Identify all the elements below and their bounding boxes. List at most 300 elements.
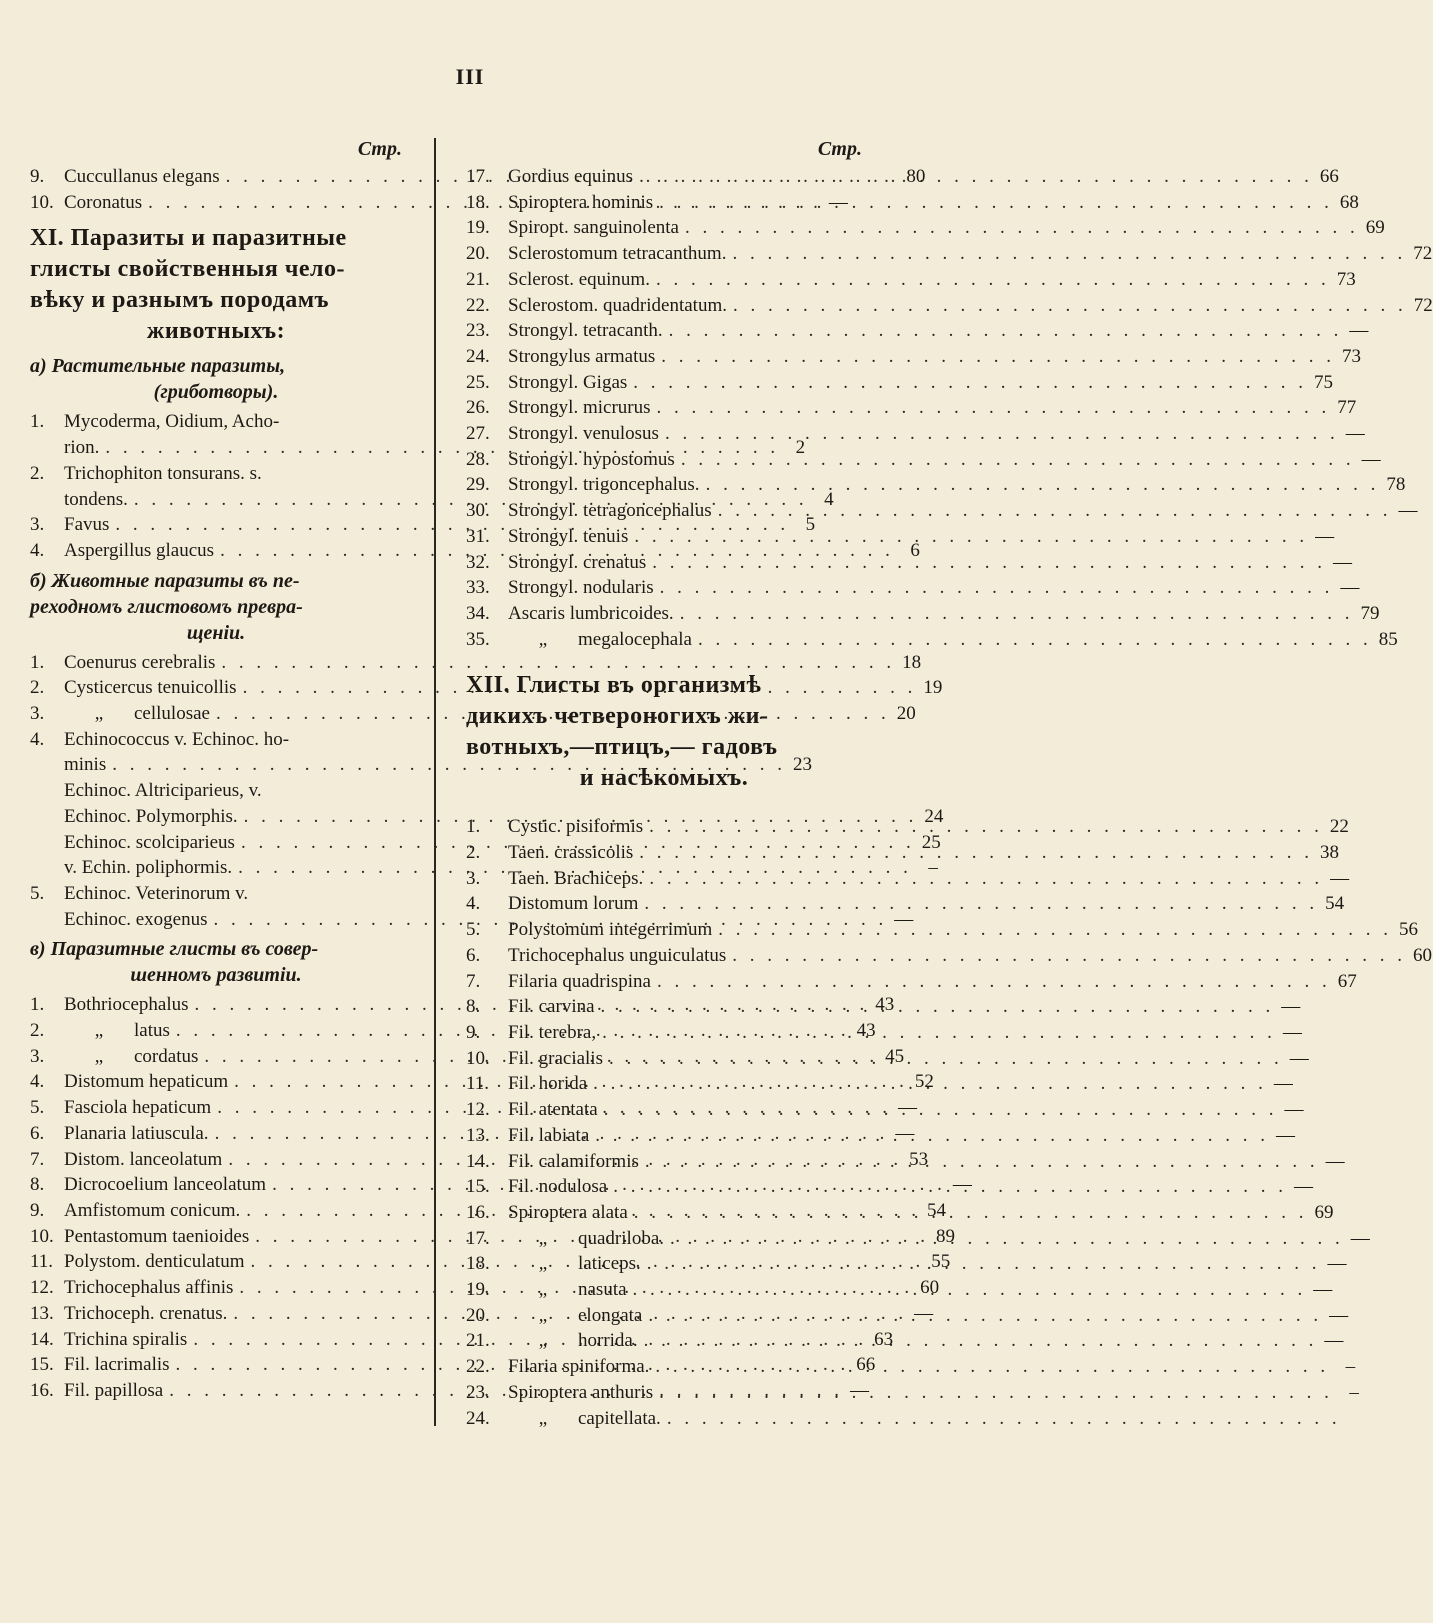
toc-entry (466, 267, 1356, 293)
entry-title: Taen. crassicolis (508, 842, 634, 864)
entry-number: 26. (466, 397, 490, 419)
entry-page: — (1325, 1150, 1345, 1172)
entry-title: Filaria quadrispina (508, 970, 651, 992)
entry-number: 5. (30, 1097, 45, 1119)
entry-page: 43 (875, 994, 895, 1016)
entry-title: Sclerostomum tetracanthum. (508, 243, 727, 265)
entry-title: Dicrocoelium lanceolatum (64, 1174, 267, 1196)
ditto-mark: „ (94, 703, 104, 725)
entry-number: 23. (466, 1381, 490, 1403)
entry-title: Gordius equinus (508, 166, 634, 187)
leader-dots (633, 840, 1313, 866)
entry-title: Fasciola hepaticum (64, 1097, 212, 1119)
ditto-mark: „ (538, 1253, 548, 1275)
entry-page: — (1333, 551, 1353, 573)
entry-number: 27. (466, 423, 490, 445)
entry-number: 6. (30, 1122, 45, 1144)
toc-entry (466, 969, 1357, 995)
leader-dots (659, 421, 1339, 447)
entry-page: 60 (920, 1277, 940, 1299)
entry-page: 79 (1360, 602, 1380, 624)
entry-number: 16. (30, 1379, 54, 1401)
entry-number: 29. (466, 474, 490, 496)
ditto-mark: „ (538, 1407, 548, 1429)
entry-page: 80 (906, 166, 926, 187)
entry-page: — (1282, 1021, 1302, 1043)
page-column-header: Стр. (357, 138, 402, 160)
ditto-mark: „ (538, 1279, 548, 1301)
entry-page: — (1340, 577, 1360, 599)
entry-page: — (1345, 423, 1365, 445)
entry-number: 2. (466, 842, 481, 864)
entry-title: Echinoc. scolciparieus (64, 831, 235, 853)
entry-title: Strongylus armatus (508, 345, 656, 367)
entry-page: — (952, 1174, 972, 1196)
entry-title: Spiroptera alata (508, 1201, 628, 1223)
entry-number: 15. (466, 1176, 490, 1198)
entry-number: 2. (30, 462, 45, 484)
page-number: III (455, 64, 485, 89)
ditto-mark: „ (538, 628, 548, 650)
entry-title (508, 1303, 642, 1329)
subsection-heading-line: реходномъ глистовомъ превра- (30, 595, 303, 618)
entry-title: Strongyl. tetracanth. (508, 320, 663, 342)
entry-title: Distomum lorum (508, 893, 639, 915)
subsection-heading-line: а) Растительные паразиты, (30, 355, 286, 378)
entry-page: — (1276, 1124, 1296, 1146)
entry-page: — (828, 191, 848, 213)
toc-entry (466, 472, 1406, 498)
entry-number: 3. (30, 1045, 45, 1067)
entry-page: 56 (1399, 919, 1418, 941)
leader-dots (598, 1097, 1278, 1123)
entry-title: Fil. atentata (508, 1099, 598, 1121)
entry-title: Fil. lacrimalis (64, 1354, 170, 1376)
entry-title: Cystic. pisiformis (508, 816, 644, 838)
leader-dots (674, 601, 1354, 627)
entry-title: Polystomum integerrimum (508, 919, 713, 941)
entry-number: 33. (466, 577, 490, 599)
entry-title: Spiropt. sanguinolenta (508, 217, 679, 239)
leader-dots (653, 1380, 1333, 1406)
entry-number: 18. (466, 191, 490, 213)
entry-page: — (1361, 448, 1381, 470)
entry-number: 4. (466, 893, 481, 915)
toc-entry (466, 943, 1433, 969)
entry-title (508, 1226, 664, 1252)
ditto-mark: „ (94, 1020, 104, 1042)
entry-number: 7. (30, 1148, 45, 1170)
entry-number: 14. (30, 1328, 54, 1350)
entry-number: 9. (466, 1021, 481, 1043)
entry-title-text: quadriloba. (578, 1227, 665, 1249)
entry-title-continuation: Echinoc. exogenus (64, 908, 208, 930)
leader-dots (589, 1123, 1269, 1149)
toc-entry (466, 524, 1335, 550)
entry-number: 11. (466, 1073, 490, 1095)
entry-page: 2 (795, 437, 806, 459)
entry-number: 21. (466, 268, 490, 290)
toc-entry (30, 727, 402, 753)
entry-number: 23. (466, 320, 490, 342)
entry-number: 3. (30, 514, 45, 536)
entry-title: Strongyl. tetragoncephalus (508, 500, 712, 522)
entry-page: 45 (885, 1045, 905, 1067)
toc-entry (466, 421, 1365, 447)
leader-dots (595, 994, 1275, 1020)
entry-title (508, 1277, 627, 1303)
entry-page: 54 (927, 1199, 947, 1221)
entry-page: 4 (824, 488, 834, 510)
entry-number: 8. (30, 1174, 45, 1196)
entry-title: Echinoc. Altriciparieus, v. (64, 780, 262, 802)
toc-entry (466, 498, 1418, 524)
entry-page: 25 (921, 831, 941, 853)
entry-title: Pentastomum taenioides (64, 1225, 250, 1247)
leader-dots (726, 241, 1406, 267)
leader-dots (649, 1354, 1329, 1380)
leader-dots (661, 1406, 1341, 1432)
entry-number: 22. (466, 1356, 490, 1378)
entry-number: 17. (466, 1227, 490, 1249)
entry-title: Strongyl. Gigas (508, 371, 628, 393)
toc-entry (466, 917, 1418, 943)
entry-number: 32. (466, 551, 490, 573)
toc-entry (466, 293, 1433, 319)
leader-dots (643, 814, 1323, 840)
leader-dots (628, 524, 1308, 550)
page-column-header: Стр. (817, 138, 862, 160)
subsection-c-heading (30, 936, 402, 988)
entry-title: Cuccullanus elegans (64, 166, 220, 187)
entry-number: 10. (30, 191, 54, 213)
entry-title-text: nasuta (578, 1279, 627, 1301)
entry-page: — (1273, 1073, 1293, 1095)
section-heading-line: вотныхъ,—птицъ,— гадовъ (466, 734, 778, 761)
entry-page: 68 (1339, 191, 1359, 213)
entry-title (508, 1251, 641, 1277)
entry-page: — (894, 908, 914, 930)
entry-title: Aspergillus glaucus (64, 539, 215, 561)
entry-number: 20. (466, 243, 490, 265)
entry-title-text: latus (134, 1020, 170, 1042)
entry-number: 2. (30, 1020, 45, 1042)
entry-page: — (1315, 525, 1335, 547)
entry-number: 13. (30, 1302, 54, 1324)
section-xi-heading (30, 223, 402, 347)
toc-entry (466, 1303, 1349, 1329)
entry-number: 7. (466, 970, 481, 992)
entry-title (508, 1328, 638, 1354)
section-heading-line: XII. Глисты въ организмѣ (466, 672, 762, 699)
toc-entry (466, 627, 1398, 653)
entry-title: Fil. papillosa (64, 1379, 164, 1401)
entry-page: 78 (1386, 474, 1406, 496)
entry-page: – (928, 857, 938, 879)
entry-number: 4. (30, 1071, 45, 1093)
entry-title: Ascaris lumbricoides. (508, 602, 674, 624)
leader-dots (607, 1174, 1287, 1200)
entry-title: Coronatus (64, 191, 143, 213)
leader-dots (654, 575, 1334, 601)
entry-title: Fil. labiata (508, 1124, 590, 1146)
entry-page: — (895, 1122, 915, 1144)
entry-title (64, 701, 210, 727)
entry-page: 20 (896, 703, 916, 725)
entry-page: — (1349, 320, 1369, 342)
entry-page: 18 (902, 651, 922, 673)
entry-number: 1. (466, 816, 481, 838)
entry-number: 22. (466, 294, 490, 316)
entry-title: Sclerost. equinum. (508, 268, 650, 290)
entry-number: 13. (466, 1124, 490, 1146)
entry-number: 16. (466, 1201, 490, 1223)
leader-dots (603, 1046, 1283, 1072)
entry-title: Strongyl. nodularis (508, 577, 654, 599)
leader-dots (596, 1020, 1276, 1046)
entry-page: 23 (792, 754, 812, 776)
leader-dots (651, 395, 1331, 421)
entry-title: Planaria latiuscula. (64, 1122, 209, 1144)
toc-entry (466, 344, 1361, 370)
entry-title: Strongyl. tenuis (508, 525, 629, 547)
toc-entry (466, 215, 1385, 241)
entry-number: 35. (466, 628, 490, 650)
entry-title (508, 627, 692, 653)
entry-title: Fil. horida (508, 1073, 588, 1095)
entry-title: v. Echin. poliphormis. (64, 857, 233, 879)
leader-dots (627, 370, 1307, 396)
toc-entry (30, 778, 402, 804)
toc-entry (466, 866, 1350, 892)
leader-dots (692, 627, 1372, 653)
entry-page: — (1313, 1279, 1333, 1301)
entry-title: Distom. lanceolatum (64, 1148, 223, 1170)
entry-number: 31. (466, 525, 490, 547)
entry-title: Strongyl. micrurus (508, 397, 651, 419)
entry-number: 5. (466, 919, 481, 941)
entry-page: 73 (1342, 345, 1361, 367)
entry-number: 8. (466, 996, 481, 1018)
toc-entry (30, 881, 402, 907)
leader-dots (663, 318, 1343, 344)
entry-number: 12. (30, 1277, 54, 1299)
entry-title: Strongyl. crenatus (508, 551, 647, 573)
entry-page: 89 (935, 1225, 955, 1247)
entry-title: Trichophiton tonsurans. s. (64, 462, 262, 484)
toc-entry (466, 1406, 862, 1432)
subsection-heading-line: шенномъ развитіи. (130, 964, 302, 987)
entry-number: 4. (30, 539, 45, 561)
leader-dots (638, 1328, 1318, 1354)
leader-dots (628, 1200, 1308, 1226)
entry-page: — (1329, 1304, 1349, 1326)
toc-entry (466, 891, 1345, 917)
entry-title: Filaria spiniforma. (508, 1356, 650, 1378)
leader-dots (651, 969, 1331, 995)
leader-dots (655, 344, 1335, 370)
entry-title: Bothriocephalus (64, 994, 189, 1016)
subsection-heading-line: щеніи. (186, 621, 246, 644)
entry-page: — (1293, 1176, 1313, 1198)
entry-number: 30. (466, 500, 490, 522)
entry-page: 22 (1329, 816, 1349, 838)
entry-title: Fil. nodulosa (508, 1176, 608, 1198)
entry-title: Spiroptera hominis (508, 191, 654, 213)
leader-dots (641, 1251, 1321, 1277)
entry-number: 3. (30, 703, 45, 725)
section-heading-line: глисты свойственныя чело- (30, 256, 346, 283)
entry-page: — (1350, 1227, 1370, 1249)
entry-title: Trichocephalus affinis (64, 1277, 234, 1299)
entry-title-text: capitellata. (578, 1407, 661, 1429)
entry-page: 63 (874, 1328, 894, 1350)
entry-page: 77 (1337, 397, 1357, 419)
entry-page: – (1349, 1381, 1359, 1403)
entry-title-continuation: minis (64, 754, 107, 776)
entry-page: 5 (805, 514, 816, 536)
entry-page: 24 (924, 805, 944, 827)
entry-title: Taen. Brachiceps. (508, 867, 644, 889)
entry-page: 66 (856, 1354, 876, 1376)
section-heading-line: XI. Паразиты и паразитные (30, 225, 347, 252)
entry-title: Strongyl. venulosus (508, 423, 659, 445)
entry-title: Fil. gracialis (508, 1047, 603, 1069)
entry-number: 18. (466, 1253, 490, 1275)
entry-page: — (1327, 1253, 1347, 1275)
entry-page: 53 (909, 1148, 929, 1170)
entry-page: 73 (1336, 268, 1356, 290)
entry-title (64, 1044, 198, 1070)
entry-number: 1. (30, 994, 45, 1016)
entry-title-text: cellulosae (134, 703, 210, 725)
leader-dots (642, 1303, 1322, 1329)
toc-entry (30, 409, 402, 435)
leader-dots (639, 1149, 1319, 1175)
subsection-a-heading (30, 353, 402, 405)
entry-title: Echinoc. Veterinorum v. (64, 882, 249, 904)
leader-dots (726, 943, 1406, 969)
entry-title-text: cordatus (134, 1045, 199, 1067)
entry-page: 69 (1314, 1201, 1334, 1223)
entry-title: Mycoderma, Oidium, Acho- (64, 411, 280, 433)
entry-title-text: laticeps. (578, 1253, 641, 1275)
entry-page: 43 (856, 1020, 876, 1042)
entry-number: 1. (30, 651, 45, 673)
entry-title: Fil. calamiformis (508, 1150, 639, 1172)
ditto-mark: „ (538, 1227, 548, 1249)
section-xii-heading (466, 670, 862, 794)
toc-entry (30, 650, 922, 676)
entry-number: 11. (30, 1251, 54, 1273)
ditto-mark: „ (538, 1330, 548, 1352)
leader-dots (587, 1071, 1267, 1097)
leader-dots (643, 866, 1323, 892)
entry-page: 6 (910, 539, 920, 561)
entry-page: — (1398, 500, 1418, 522)
toc-entry (466, 575, 1360, 601)
entry-title-continuation: tondens. (64, 488, 128, 510)
entry-number: 21. (466, 1330, 490, 1352)
entry-number: 17. (466, 166, 490, 187)
entry-number: 24. (466, 345, 490, 367)
entry-number: 19. (466, 1279, 490, 1301)
toc-entry (466, 1380, 1359, 1406)
section-heading-line: животныхъ: (146, 318, 286, 345)
entry-number: 3. (466, 867, 481, 889)
subsection-heading-line: б) Животные паразиты въ пе- (30, 569, 300, 592)
leader-dots (712, 498, 1392, 524)
entry-page: 69 (1365, 217, 1385, 239)
entry-number: 9. (30, 166, 45, 187)
leader-dots (650, 267, 1330, 293)
entry-number: 6. (466, 944, 481, 966)
section-heading-line: дикихъ четвероногихъ жи- (466, 703, 769, 730)
toc-entry (466, 550, 1353, 576)
leader-dots (675, 447, 1355, 473)
entry-title: Favus (64, 514, 110, 536)
leader-dots (664, 1226, 1344, 1252)
entry-number: 9. (30, 1199, 45, 1221)
entry-number: 20. (466, 1304, 490, 1326)
entry-number: 12. (466, 1099, 490, 1121)
subsection-b-heading (30, 568, 402, 646)
entry-page: 72 (1413, 294, 1433, 316)
toc-entry (30, 461, 402, 487)
entry-page: 52 (914, 1071, 934, 1093)
entry-page: 72 (1413, 243, 1433, 265)
entry-title: Coenurus cerebralis (64, 651, 216, 673)
toc-entry (466, 395, 1357, 421)
ditto-mark: „ (94, 1045, 104, 1067)
entry-page: — (1324, 1330, 1344, 1352)
entry-page: 67 (1337, 970, 1357, 992)
toc-entry (466, 370, 1334, 396)
entry-title: Polystom. denticulatum (64, 1251, 245, 1273)
leader-dots (712, 917, 1392, 943)
leader-dots (627, 1277, 1307, 1303)
entry-number: 19. (466, 217, 490, 239)
leader-dots (638, 891, 1318, 917)
entry-number: 14. (466, 1150, 490, 1172)
leader-dots (653, 190, 1333, 216)
entry-title: Cysticercus tenuicollis (64, 677, 237, 699)
entry-page: — (1281, 996, 1301, 1018)
entry-number: 25. (466, 371, 490, 393)
entry-number: 24. (466, 1407, 490, 1429)
entry-title: Echinoc. Polymorphis. (64, 805, 238, 827)
entry-title: Strongyl. hypostomus (508, 448, 675, 470)
entry-title: Fil. carvina (508, 996, 595, 1018)
section-heading-line: вѣку и разнымъ породамъ (30, 287, 330, 314)
entry-number: 10. (466, 1047, 490, 1069)
entry-number: 10. (30, 1225, 54, 1247)
ditto-mark: „ (538, 1304, 548, 1326)
entry-page: — (1284, 1099, 1304, 1121)
entry-page: — (897, 1097, 917, 1119)
entry-number: 4. (30, 728, 45, 750)
entry-page: 66 (1319, 166, 1339, 187)
toc-entry (466, 1174, 1313, 1200)
section-heading-line: и насѣкомыхъ. (579, 765, 749, 792)
entry-page: — (1289, 1047, 1309, 1069)
entry-page: 38 (1320, 842, 1340, 864)
subsection-heading-line: в) Паразитные глисты въ совер- (30, 938, 319, 961)
entry-title: Trichocephalus unguiculatus (508, 944, 727, 966)
entry-title-text: megalocephala (578, 628, 692, 650)
toc-entry (466, 1123, 1296, 1149)
entry-title-text: elongata (578, 1304, 643, 1326)
